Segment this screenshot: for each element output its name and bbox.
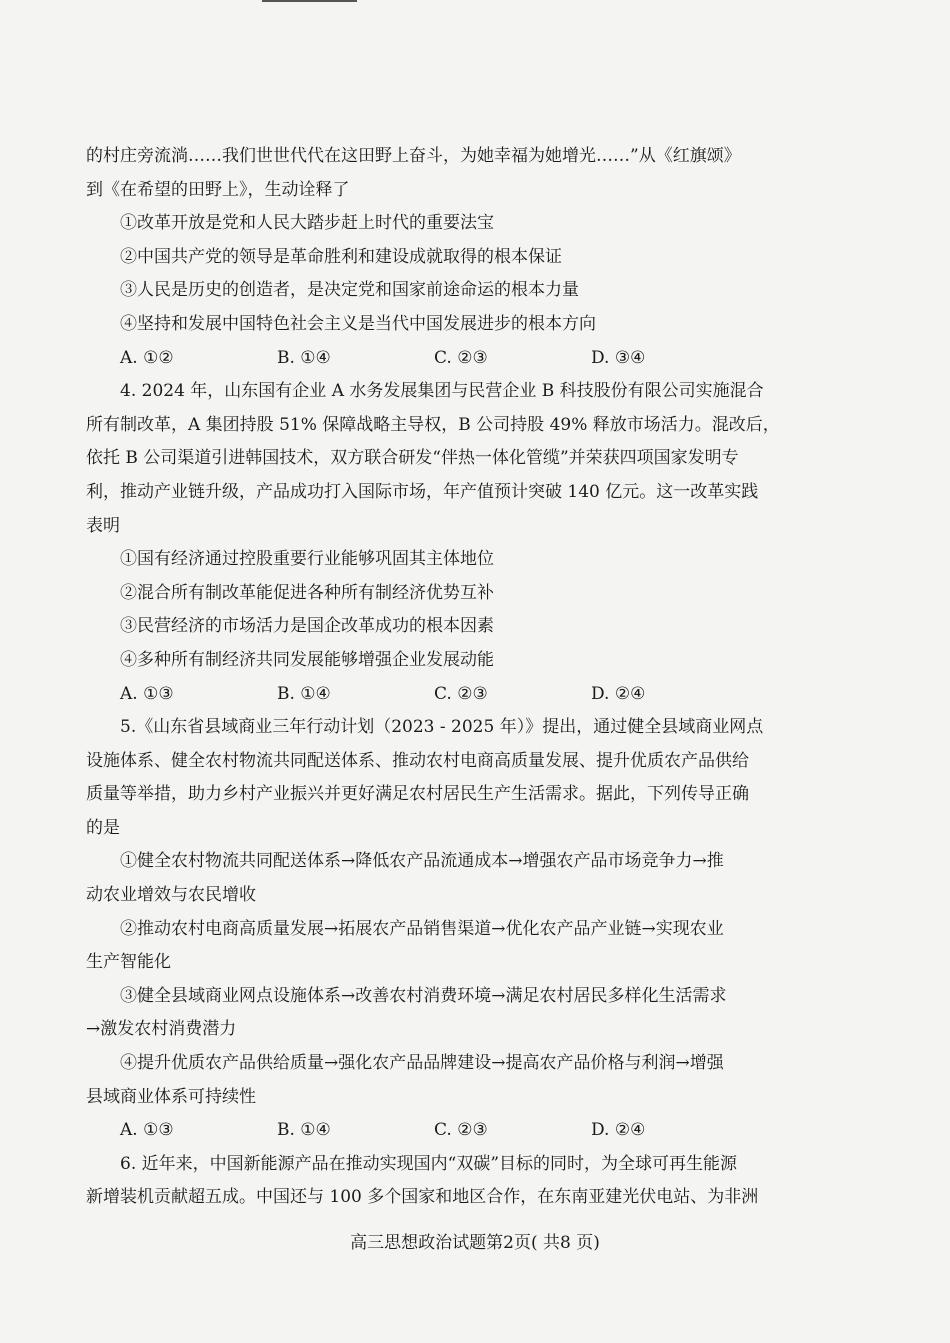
question-5 bbox=[86, 711, 791, 1148]
q4-option-a: A. ①③ bbox=[120, 683, 174, 704]
top-rule bbox=[262, 0, 357, 2]
q5-option-c: C. ②③ bbox=[434, 1120, 488, 1141]
q4-stem-line-4: 利，推动产业链升级，产品成功打入国际市场，年产值预计突破 140 亿元。这一改革实践 bbox=[86, 481, 759, 502]
q5-item-3-line-2: →激发农村消费潜力 bbox=[86, 1019, 237, 1040]
q3-item-2: ②中国共产党的领导是革命胜利和建设成就取得的根本保证 bbox=[120, 246, 562, 267]
q5-option-d: D. ②④ bbox=[591, 1120, 646, 1141]
page-body bbox=[86, 140, 791, 1215]
q3-line-1: 的村庄旁流淌……我们世世代代在这田野上奋斗，为她幸福为她增光……”从《红旗颂》 bbox=[86, 146, 741, 166]
q4-stem-line-1: 4. 2024 年，山东国有企业 A 水务发展集团与民营企业 B 科技股份有限公司实施混合 bbox=[120, 381, 764, 402]
q3-item-1: ①改革开放是党和人民大踏步赶上时代的重要法宝 bbox=[120, 213, 494, 234]
q4-item-4: ④多种所有制经济共同发展能够增强企业发展动能 bbox=[120, 649, 494, 670]
q4-item-3: ③民营经济的市场活力是国企改革成功的根本因素 bbox=[120, 616, 494, 637]
question-6 bbox=[86, 1148, 791, 1215]
q4-stem-line-2: 所有制改革，A 集团持股 51% 保障战略主导权，B 公司持股 49% 释放市场活力。混改后， bbox=[86, 414, 780, 435]
q3-option-b: B. ①④ bbox=[277, 347, 331, 368]
q3-item-3: ③人民是历史的创造者，是决定党和国家前途命运的根本力量 bbox=[120, 280, 579, 301]
question-4 bbox=[86, 375, 791, 711]
q5-option-b: B. ①④ bbox=[277, 1120, 331, 1141]
q4-options bbox=[86, 678, 791, 712]
q5-stem-line-4: 的是 bbox=[86, 817, 120, 838]
q5-item-2-line-1: ②推动农村电商高质量发展→拓展农产品销售渠道→优化农产品产业链→实现农业 bbox=[120, 918, 724, 939]
page-footer: 高三思想政治试题第2页( 共8 页) bbox=[350, 1233, 600, 1253]
q4-stem-line-3: 依托 B 公司渠道引进韩国技术，双方联合研发“伴热一体化管缆”并荣获四项国家发明专 bbox=[86, 448, 739, 469]
q3-item-4: ④坚持和发展中国特色社会主义是当代中国发展进步的根本方向 bbox=[120, 313, 596, 334]
q5-item-3-line-1: ③健全县域商业网点设施体系→改善农村消费环境→满足农村居民多样化生活需求 bbox=[120, 985, 727, 1006]
q5-options bbox=[86, 1114, 791, 1148]
q4-option-b: B. ①④ bbox=[277, 683, 331, 704]
q3-options bbox=[86, 342, 791, 376]
q5-item-4-line-1: ④提升优质农产品供给质量→强化农产品品牌建设→提高农产品价格与利润→增强 bbox=[120, 1053, 724, 1074]
q3-option-a: A. ①② bbox=[120, 347, 174, 368]
q3-line-2: 到《在希望的田野上》，生动诠释了 bbox=[86, 179, 350, 200]
q4-option-c: C. ②③ bbox=[434, 683, 488, 704]
q4-option-d: D. ②④ bbox=[591, 683, 646, 704]
q5-item-1-line-2: 动农业增效与农民增收 bbox=[86, 885, 256, 906]
q3-option-c: C. ②③ bbox=[434, 347, 488, 368]
question-3-tail bbox=[86, 140, 791, 375]
q5-stem-line-3: 质量等举措，助力乡村产业振兴并更好满足农村居民生产生活需求。据此，下列传导正确 bbox=[86, 784, 749, 805]
q5-item-1-line-1: ①健全农村物流共同配送体系→降低农产品流通成本→增强农产品市场竞争力→推 bbox=[120, 851, 724, 872]
q4-item-2: ②混合所有制改革能促进各种所有制经济优势互补 bbox=[120, 582, 494, 603]
q5-stem-line-2: 设施体系、健全农村物流共同配送体系、推动农村电商高质量发展、提升优质农产品供给 bbox=[86, 750, 749, 771]
q3-option-d: D. ③④ bbox=[591, 347, 646, 368]
q5-item-4-line-2: 县域商业体系可持续性 bbox=[86, 1086, 256, 1107]
q4-stem-line-5: 表明 bbox=[86, 515, 120, 536]
q6-stem-line-2: 新增装机贡献超五成。中国还与 100 多个国家和地区合作，在东南亚建光伏电站、为非洲 bbox=[86, 1187, 759, 1208]
q5-item-2-line-2: 生产智能化 bbox=[86, 952, 171, 973]
q5-stem-line-1: 5.《山东省县域商业三年行动计划（2023 - 2025 年）》提出，通过健全县域商业网点 bbox=[120, 717, 764, 738]
q5-option-a: A. ①③ bbox=[120, 1120, 174, 1141]
q6-stem-line-1: 6. 近年来，中国新能源产品在推动实现国内“双碳”目标的同时，为全球可再生能源 bbox=[120, 1153, 738, 1174]
q4-item-1: ①国有经济通过控股重要行业能够巩固其主体地位 bbox=[120, 549, 494, 570]
